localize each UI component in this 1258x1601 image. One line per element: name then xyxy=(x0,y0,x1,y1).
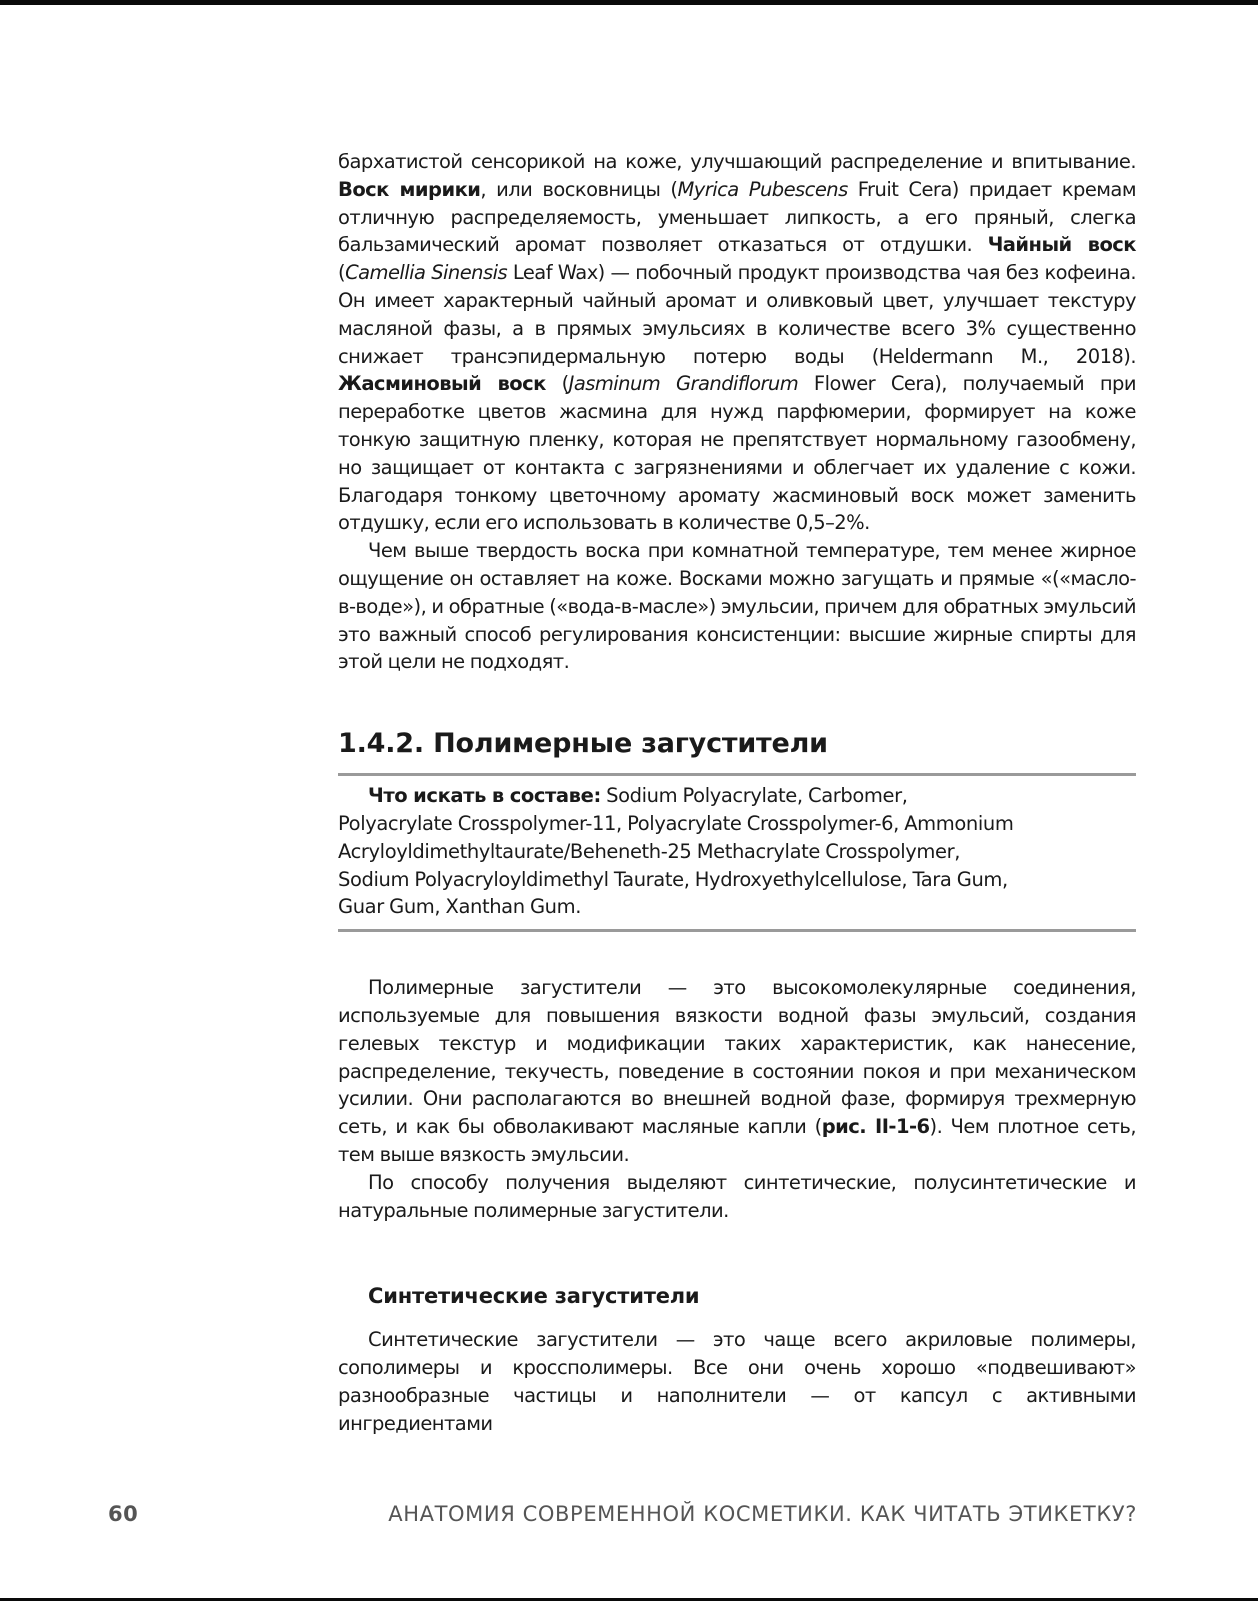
text-run: ). Чем плотное сеть, тем выше вязкость эмульсии. xyxy=(338,1115,1136,1166)
ingredients-line: Sodium Polyacryloyldimethyl Taurate, Hydroxyethylcellulose, Tara Gum, xyxy=(338,867,1008,891)
paragraph: По способу получения выделяют синтетические, полусинтетические и натуральные полимерные загустители. xyxy=(338,1170,1136,1222)
latin-name: Jasminum Grandiflorum xyxy=(568,372,799,396)
text-run: Flower Cera), получаемый при переработке цветов жасмина для нужд парфюмерии, формирует на коже тонкую защитную пленку, которая не препятствует нормальному газообмену, но защищает от контакта с загрязнениями и облегчает их удаление с кожи. Благодаря тонкому цветочному аромату жасминовый воск может заменить отдушку, если его использовать в количестве 0,5–2%. xyxy=(338,372,1136,535)
paragraph: Синтетические загустители — это чаще всего акриловые полимеры, сополимеры и кроссполимеры. Все они очень хорошо «подвешивают» разнообразные частицы и наполнители — от капсул с активными ингредиентами xyxy=(338,1328,1136,1435)
subsection-heading: Синтетические загустители xyxy=(368,1284,700,1309)
bold-term: Воск мирики xyxy=(338,177,481,201)
text-run: бархатистой сенсорикой на коже, улучшающий распределение и впитывание. xyxy=(338,150,1136,173)
page-footer xyxy=(0,1502,1258,1532)
ingredients-line: Sodium Polyacrylate, Carbomer, xyxy=(600,784,908,808)
bold-term: рис. II-1-6 xyxy=(821,1115,930,1139)
text-run: Полимерные загустители — это высокомолекулярные соединения, используемые для повышения вязкости водной фазы эмульсий, создания гелевых текстур и модификации таких характеристик, как нанесение, распределение, текучесть, поведение в состоянии покоя и при механическом усилии. Они располагаются во внешней водной фазе, формируя трехмерную сеть, и как бы обволакивают масляные капли ( xyxy=(338,976,1136,1139)
paragraph: Чем выше твердость воска при комнатной температуре, тем менее жирное ощущение он оставляет на коже. Восками можно загущать и прямые «(«масло-в-воде»), и обратные («вода-в-масле») эмульсии, причем для обратных эмульсий это важный способ регулирования консистенции: высшие жирные спирты для этой цели не подходят. xyxy=(338,539,1136,674)
bold-term: Чайный воск xyxy=(987,233,1136,257)
top-border xyxy=(0,0,1258,5)
text-run: , или восковницы ( xyxy=(480,177,678,201)
ingredients-text xyxy=(338,782,1136,921)
bold-term: Жасминовый воск xyxy=(338,372,546,396)
text-run: ( xyxy=(545,372,569,396)
paragraph xyxy=(338,974,1136,1169)
latin-name: Myrica Pubescens xyxy=(677,177,848,201)
page-number: 60 xyxy=(108,1502,139,1526)
text-run: Leaf Wax) — побочный продукт производства чая без кофеина. Он имеет характерный чайный аромат и оливковый цвет, улучшает текстуру масляной фазы, а в прямых эмульсиях в количестве всего 3% существенно снижает трансэпидермальную потерю воды (Heldermann M., 2018). xyxy=(338,261,1137,368)
latin-name: Camellia Sinensis xyxy=(345,261,508,285)
text-run: Fruit Cera) придает кремам отличную распределяемость, уменьшает липкость, а его пряный, слегка бальзамический аромат позволяет отказаться от отдушки. xyxy=(338,177,1136,257)
paragraph xyxy=(338,148,1136,537)
text-run: ( xyxy=(338,261,346,285)
ingredients-label: Что искать в составе: xyxy=(368,784,601,808)
section-heading: 1.4.2. Полимерные загустители xyxy=(338,728,828,760)
ingredients-line: Acryloyldimethyltaurate/Beheneth-25 Methacrylate Crosspolymer, xyxy=(338,839,960,863)
running-title: АНАТОМИЯ СОВРЕМЕННОЙ КОСМЕТИКИ. КАК ЧИТАТЬ ЭТИКЕТКУ? xyxy=(388,1502,1137,1526)
text-column xyxy=(338,148,1136,1437)
ingredients-line: Guar Gum, Xanthan Gum. xyxy=(338,895,582,919)
ingredients-box xyxy=(338,773,1136,932)
ingredients-line: Polyacrylate Crosspolymer-11, Polyacrylate Crosspolymer-6, Ammonium xyxy=(338,811,1014,835)
